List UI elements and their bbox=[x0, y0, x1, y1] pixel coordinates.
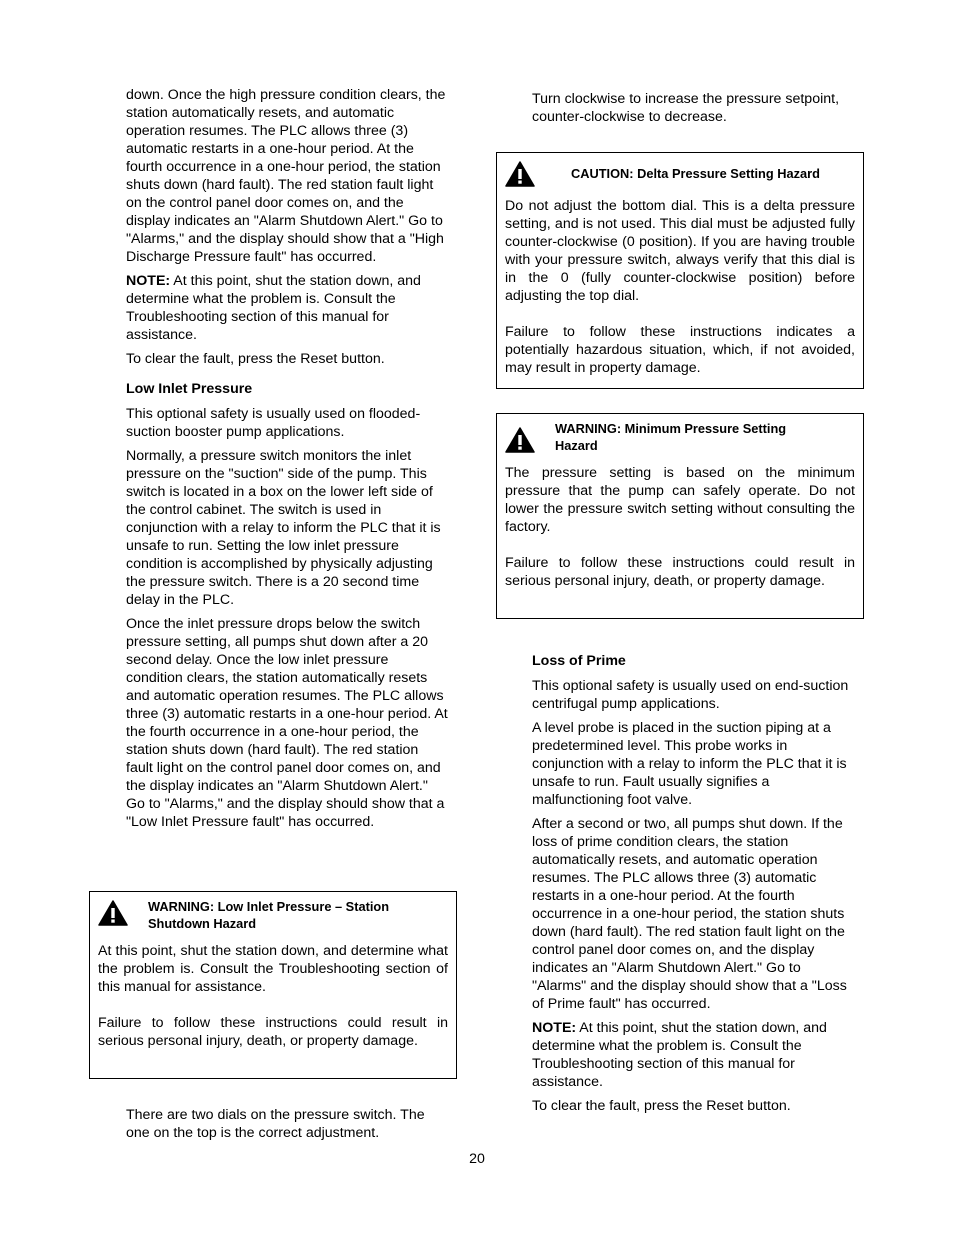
section-heading-loss-of-prime: Loss of Prime bbox=[532, 653, 626, 669]
warning-box-minimum-pressure bbox=[496, 413, 864, 619]
caution-box-delta-pressure bbox=[496, 152, 864, 389]
paragraph-pressure-switch: Normally, a pressure switch monitors the inlet pressure on the "suction" side of the pump. This switch is located in a box on the lower left side of the control cabinet. The switch is used in conjunction with a relay to inform the PLC that it is unsafe to run. Setting the low inlet pressure condition is accomplished by physically adjusting the pressure switch. There is a 20 second time delay in the PLC. bbox=[126, 448, 441, 608]
warning-box-title: WARNING: Low Inlet Pressure – Station Shutdown Hazard bbox=[148, 899, 390, 931]
warning-box-header bbox=[505, 420, 855, 454]
warning-triangle-icon bbox=[505, 427, 535, 453]
warning-triangle-icon bbox=[505, 161, 535, 187]
paragraph-level-probe: A level probe is placed in the suction piping at a predetermined level. This probe works in conjunction with a relay to inform the PLC that it is unsafe to run. Fault usually signifies a malfunctioning foot valve. bbox=[532, 720, 847, 808]
warning-box-consequence: Failure to follow these instructions could result in serious personal injury, death, or property damage. bbox=[98, 1015, 448, 1049]
section-heading-low-inlet: Low Inlet Pressure bbox=[126, 381, 253, 397]
clear-fault-paragraph: To clear the fault, press the Reset button. bbox=[532, 1098, 791, 1114]
paragraph-pumps-shut-down: After a second or two, all pumps shut down. If the loss of prime condition clears, the station automatically resets, and automatic operation resumes. The PLC allows three (3) automatic restarts in a one-hour period. At the fourth occurrence in a one-hour period, the station shuts down (hard fault). The red station fault light on the control panel door comes on, and the display indicates an "Alarm Shutdown Alert." Go to "Alarms" and the display should show that a "Loss of Prime fault" has occurred. bbox=[532, 816, 847, 1012]
note-text: At this point, shut the station down, and determine what the problem is. Consult the Troubleshooting section of this manual for assistance. bbox=[126, 273, 421, 343]
paragraph-two-dials: There are two dials on the pressure switch. The one on the top is the correct adjustment. bbox=[126, 1107, 425, 1141]
note-label: NOTE: bbox=[126, 273, 171, 289]
warning-box-title: WARNING: Minimum Pressure Setting Hazard bbox=[555, 421, 787, 453]
note-label: NOTE: bbox=[532, 1020, 577, 1036]
paragraph-inlet-drop: Once the inlet pressure drops below the switch pressure setting, all pumps shut down after a 20 second delay. Once the low inlet pressure condition clears, the station automatically resets and automatic operation resumes. The PLC allows three (3) automatic restarts in a one-hour period. At the fourth occurrence in a one-hour period, the station shuts down (hard fault). The red station fault light on the control panel door comes on, and the display indicates an "Alarm Shutdown Alert." Go to "Alarms," and the display should show that a "Low Inlet Pressure fault" has occurred. bbox=[126, 616, 448, 830]
warning-triangle-icon bbox=[98, 900, 128, 926]
warning-box-low-inlet bbox=[89, 891, 457, 1079]
paragraph-turn-clockwise: Turn clockwise to increase the pressure setpoint, counter-clockwise to decrease. bbox=[532, 91, 840, 125]
loss-of-prime-section bbox=[532, 652, 854, 1121]
paragraph-optional-safety: This optional safety is usually used on flooded-suction booster pump applications. bbox=[126, 406, 421, 440]
caution-box-header bbox=[505, 159, 855, 187]
paragraph-optional-safety-prime: This optional safety is usually used on end-suction centrifugal pump applications. bbox=[532, 678, 849, 712]
warning-box-text: At this point, shut the station down, and determine what the problem is. Consult the Troubleshooting section of this manual for assistance. bbox=[98, 943, 448, 995]
warning-box-text: The pressure setting is based on the minimum pressure that the pump can safely operate. Do not lower the pressure switch setting without consulting the factory. bbox=[505, 465, 855, 535]
caution-box-consequence: Failure to follow these instructions indicates a potentially hazardous situation, which, if not avoided, may result in property damage. bbox=[505, 324, 855, 376]
note-paragraph bbox=[126, 272, 448, 344]
note-paragraph bbox=[532, 1019, 854, 1091]
warning-box-header bbox=[98, 898, 448, 932]
page-number: 20 bbox=[469, 1151, 485, 1167]
note-text: At this point, shut the station down, and determine what the problem is. Consult the Troubleshooting section of this manual for assistance. bbox=[532, 1020, 827, 1090]
left-column bbox=[126, 86, 448, 837]
warning-box-consequence: Failure to follow these instructions could result in serious personal injury, death, or property damage. bbox=[505, 555, 855, 589]
paragraph-high-pressure-cont: down. Once the high pressure condition clears, the station automatically resets, and automatic operation resumes. The PLC allows three (3) automatic restarts in a one-hour period. At the fourth occurrence in a one-hour period, the station shuts down (hard fault). The red station fault light on the control panel door comes on, and the display indicates an "Alarm Shutdown Alert." Go to "Alarms," and the display should show that a "High Discharge Pressure fault" has occurred. bbox=[126, 87, 446, 265]
caution-box-title: CAUTION: Delta Pressure Setting Hazard bbox=[571, 165, 820, 181]
caution-box-text: Do not adjust the bottom dial. This is a delta pressure setting, and is not used. This dial must be adjusted fully counter-clockwise (0 position). If you are having trouble with your pressure switch, always verify that this dial is in the 0 (fully counter-clockwise position) before adjusting the top dial. bbox=[505, 198, 855, 304]
clear-fault-paragraph: To clear the fault, press the Reset button. bbox=[126, 351, 385, 367]
